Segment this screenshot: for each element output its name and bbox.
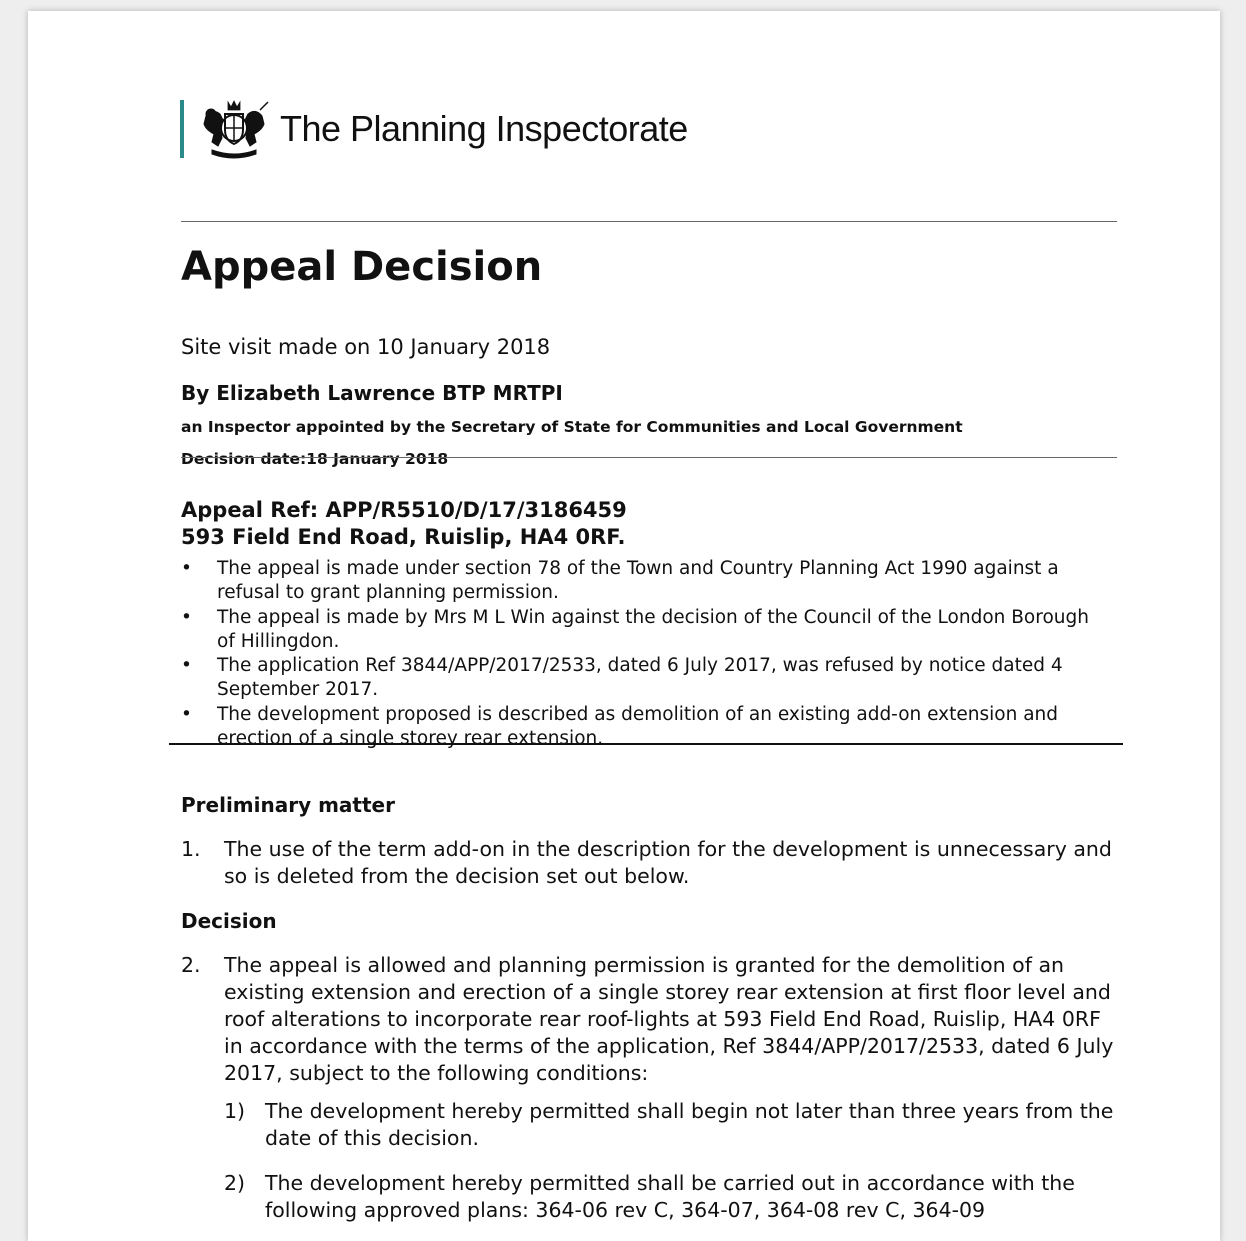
royal-coat-of-arms-icon	[198, 98, 270, 160]
list-item	[181, 557, 1101, 606]
list-item-text: The development proposed is described as demolition of an existing add-on extension and erection of a single storey rear extension.	[217, 703, 1059, 750]
decision-date: Decision date:18 January 2018	[181, 450, 449, 468]
inspector-name: By Elizabeth Lawrence BTP MRTPI	[181, 381, 563, 405]
condition-item	[224, 1098, 1114, 1152]
paragraph-number: 2.	[181, 953, 201, 977]
paragraph-text: The use of the term add-on in the description for the development is unnecessary and so is deleted from the decision set out below.	[224, 837, 1112, 888]
numbered-paragraph	[181, 836, 1121, 890]
divider	[169, 743, 1123, 745]
bullet-icon: •	[181, 558, 192, 579]
paragraph-text: The appeal is allowed and planning permission is granted for the demolition of an existing extension and erection of a single storey rear extension at first floor level and roof alterations to incorporate rear roof-lights at 593 Field End Road, Ruislip, HA4 0RF in accordance with the terms of the application, Ref 3844/APP/2017/2533, dated 6 July 2017, subject to the following conditions:	[224, 953, 1114, 1085]
appeal-reference-block	[181, 497, 627, 551]
section-heading-preliminary: Preliminary matter	[181, 793, 395, 817]
numbered-paragraph	[181, 952, 1121, 1087]
list-item	[181, 654, 1101, 703]
bullet-icon: •	[181, 606, 192, 628]
condition-number: 2)	[224, 1171, 246, 1195]
divider	[181, 457, 1117, 458]
section-heading-decision: Decision	[181, 909, 277, 933]
list-item-text: The appeal is made by Mrs M L Win against the decision of the Council of the London Borough of Hillingdon.	[217, 606, 1089, 652]
condition-text: The development hereby permitted shall be carried out in accordance with the following approved plans: 364-06 rev C, 364-07, 364-08 rev C, 364-09	[265, 1171, 1075, 1222]
bullet-icon: •	[181, 703, 192, 725]
appeal-reference: Appeal Ref: APP/R5510/D/17/3186459	[181, 498, 627, 522]
site-address: 593 Field End Road, Ruislip, HA4 0RF.	[181, 525, 626, 549]
list-item-text: The appeal is made under section 78 of the Town and Country Planning Act 1990 against a refusal to grant planning permission.	[217, 558, 1059, 604]
list-item-text: The application Ref 3844/APP/2017/2533, dated 6 July 2017, was refused by notice dated 4 September 2017.	[217, 655, 1063, 701]
site-visit-date: Site visit made on 10 January 2018	[181, 335, 551, 359]
condition-number: 1)	[224, 1099, 246, 1123]
condition-item	[224, 1170, 1114, 1224]
condition-text: The development hereby permitted shall begin not later than three years from the date of this decision.	[265, 1099, 1114, 1150]
divider	[181, 221, 1117, 222]
accent-bar	[180, 100, 184, 158]
document-page	[28, 11, 1220, 1241]
bullet-icon: •	[181, 655, 192, 677]
letterhead	[180, 99, 688, 159]
inspector-appointment: an Inspector appointed by the Secretary of State for Communities and Local Government	[181, 418, 963, 436]
paragraph-number: 1.	[181, 837, 201, 861]
organisation-name: The Planning Inspectorate	[280, 108, 688, 149]
page-title: Appeal Decision	[181, 244, 543, 290]
list-item	[181, 606, 1101, 655]
appeal-details-list	[181, 557, 1101, 751]
